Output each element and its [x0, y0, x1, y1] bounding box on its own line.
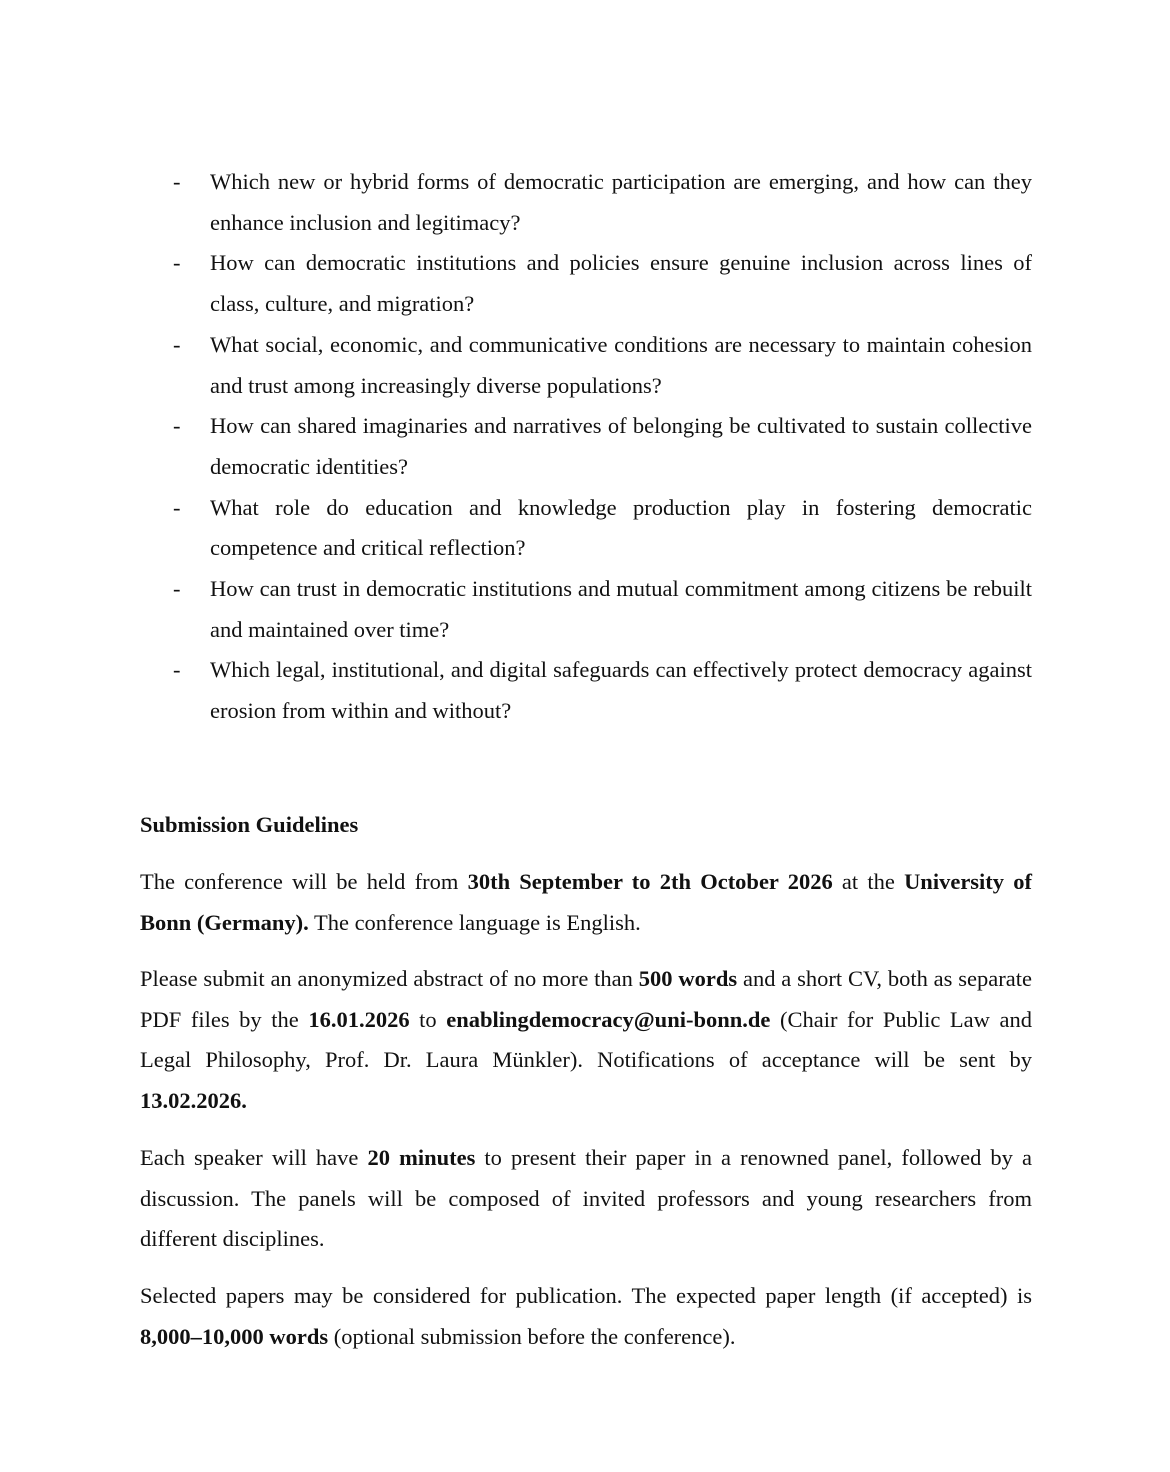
- text-run: and a short CV, both as separate PDF files by the: [140, 966, 1032, 1032]
- question-text: How can trust in democratic institutions and mutual commitment among citizens be rebuilt and maintained over time?: [210, 576, 1032, 642]
- list-item: [140, 325, 1032, 406]
- question-text: Which legal, institutional, and digital safeguards can effectively protect democracy against erosion from within and without?: [210, 657, 1032, 724]
- text-run: to: [409, 1006, 447, 1032]
- conference-venue: University of Bonn (Germany).: [140, 869, 1032, 935]
- bullet-dash: -: [173, 657, 181, 683]
- submission-instructions-paragraph: [140, 959, 1032, 1121]
- list-item: [140, 569, 1032, 650]
- list-item: [140, 243, 1032, 324]
- paper-length: 8,000–10,000 words: [140, 1323, 329, 1349]
- submission-email: enablingdemocracy@uni-bonn.de: [446, 1006, 771, 1032]
- list-item: [140, 162, 1032, 243]
- text-run: (optional submission before the conference).: [328, 1323, 736, 1349]
- question-text: What role do education and knowledge production play in fostering democratic competence and critical reflection?: [210, 494, 1032, 561]
- abstract-word-limit: 500 words: [638, 966, 738, 991]
- text-run: The conference language is English.: [308, 909, 641, 935]
- bullet-dash: -: [173, 494, 181, 520]
- text-run: (Chair for Public Law and Legal Philosophy, Prof. Dr. Laura Münkler). Notifications of acceptance will be sent by: [140, 1006, 1032, 1072]
- text-run: Selected papers may be considered for publication. The expected paper length (if accepted) is: [140, 1283, 1032, 1308]
- talk-duration: 20 minutes: [367, 1145, 476, 1170]
- notification-date: 13.02.2026.: [140, 1087, 247, 1113]
- speaker-format-paragraph: [140, 1138, 1032, 1260]
- text-run: at the: [832, 869, 905, 894]
- list-item: [140, 488, 1032, 569]
- text-run: Each speaker will have: [140, 1145, 368, 1170]
- bullet-dash: -: [173, 331, 181, 357]
- section-heading: Submission Guidelines: [140, 812, 359, 837]
- conference-dates-paragraph: [140, 862, 1032, 943]
- publication-paragraph: [140, 1276, 1032, 1357]
- question-text: Which new or hybrid forms of democratic participation are emerging, and how can they enhance inclusion and legitimacy?: [210, 169, 1032, 235]
- text-run: The conference will be held from: [140, 869, 468, 894]
- submission-deadline: 16.01.2026: [308, 1006, 410, 1032]
- text-run: to present their paper in a renowned panel, followed by a discussion. The panels will be composed of invited professors and young researchers from different disciplines.: [140, 1145, 1032, 1251]
- question-text: How can shared imaginaries and narratives of belonging be cultivated to sustain collective democratic identities?: [210, 413, 1032, 479]
- text-run: Please submit an anonymized abstract of no more than: [140, 966, 639, 991]
- question-text: What social, economic, and communicative conditions are necessary to maintain cohesion and trust among increasingly diverse populations?: [210, 331, 1032, 398]
- question-text: How can democratic institutions and policies ensure genuine inclusion across lines of class, culture, and migration?: [210, 250, 1032, 317]
- list-item: [140, 406, 1032, 487]
- bullet-dash: -: [173, 576, 181, 602]
- conference-dates: 30th September to 2th October 2026: [467, 869, 833, 894]
- research-questions-list: [140, 162, 1032, 732]
- list-item: [140, 650, 1032, 731]
- bullet-dash: -: [173, 413, 181, 439]
- bullet-dash: -: [173, 169, 181, 194]
- bullet-dash: -: [173, 250, 181, 276]
